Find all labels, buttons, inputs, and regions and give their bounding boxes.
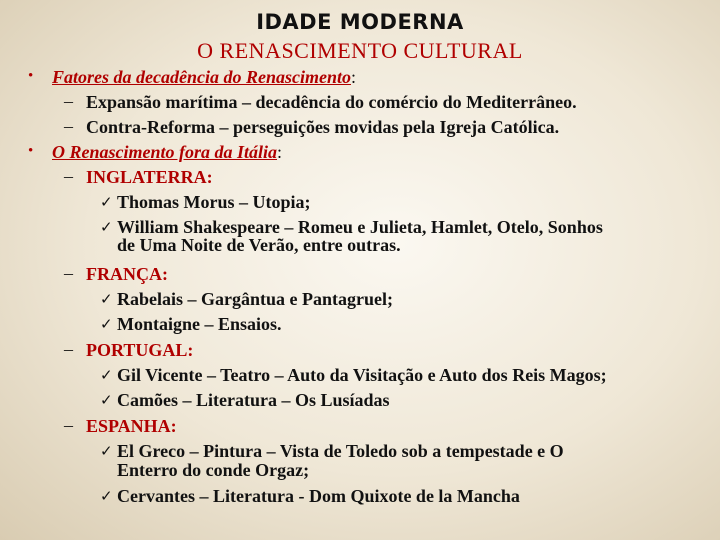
country-heading: INGLATERRA: — [86, 167, 213, 187]
list-item: Thomas Morus – Utopia; — [117, 192, 311, 212]
bullet-marker: • — [28, 143, 34, 159]
section-heading-text: Fatores da decadência do Renascimento — [52, 67, 351, 87]
heading-colon: : — [350, 67, 356, 87]
country-heading: FRANÇA: — [86, 264, 168, 284]
dash-marker: – — [64, 116, 73, 136]
check-icon: ✓ — [100, 487, 113, 505]
check-icon: ✓ — [100, 218, 113, 236]
list-item: El Greco – Pintura – Vista de Toledo sob a tempestade e O — [117, 441, 564, 461]
heading-colon: : — [277, 142, 283, 162]
check-icon: ✓ — [100, 193, 113, 211]
check-icon: ✓ — [100, 315, 113, 333]
list-item-continuation: de Uma Noite de Verão, entre outras. — [117, 235, 401, 255]
check-icon: ✓ — [100, 391, 113, 409]
page-title: IDADE MODERNA — [256, 10, 464, 34]
list-item: Gil Vicente – Teatro – Auto da Visitação e Auto dos Reis Magos; — [117, 365, 607, 385]
check-icon: ✓ — [100, 442, 113, 460]
country-heading: ESPANHA: — [86, 416, 177, 436]
list-item-continuation: Enterro do conde Orgaz; — [117, 460, 310, 480]
section-heading — [52, 66, 356, 88]
dash-marker: – — [64, 166, 73, 186]
list-item: Expansão marítima – decadência do comércio do Mediterrâneo. — [86, 92, 577, 112]
dash-marker: – — [64, 339, 73, 359]
dash-marker: – — [64, 415, 73, 435]
check-icon: ✓ — [100, 366, 113, 384]
check-icon: ✓ — [100, 290, 113, 308]
section-heading — [52, 141, 282, 163]
page-subtitle: O RENASCIMENTO CULTURAL — [197, 38, 523, 63]
dash-marker: – — [64, 263, 73, 283]
list-item: William Shakespeare – Romeu e Julieta, Hamlet, Otelo, Sonhos — [117, 217, 603, 237]
list-item: Montaigne – Ensaios. — [117, 314, 282, 334]
list-item: Contra-Reforma – perseguições movidas pela Igreja Católica. — [86, 117, 560, 137]
list-item: Rabelais – Gargântua e Pantagruel; — [117, 289, 393, 309]
section-heading-text: O Renascimento fora da Itália — [52, 142, 278, 162]
bullet-marker: • — [28, 68, 34, 84]
list-item: Cervantes – Literatura - Dom Quixote de la Mancha — [117, 486, 520, 506]
list-item: Camões – Literatura – Os Lusíadas — [117, 390, 390, 410]
dash-marker: – — [64, 91, 73, 111]
country-heading: PORTUGAL: — [86, 340, 194, 360]
